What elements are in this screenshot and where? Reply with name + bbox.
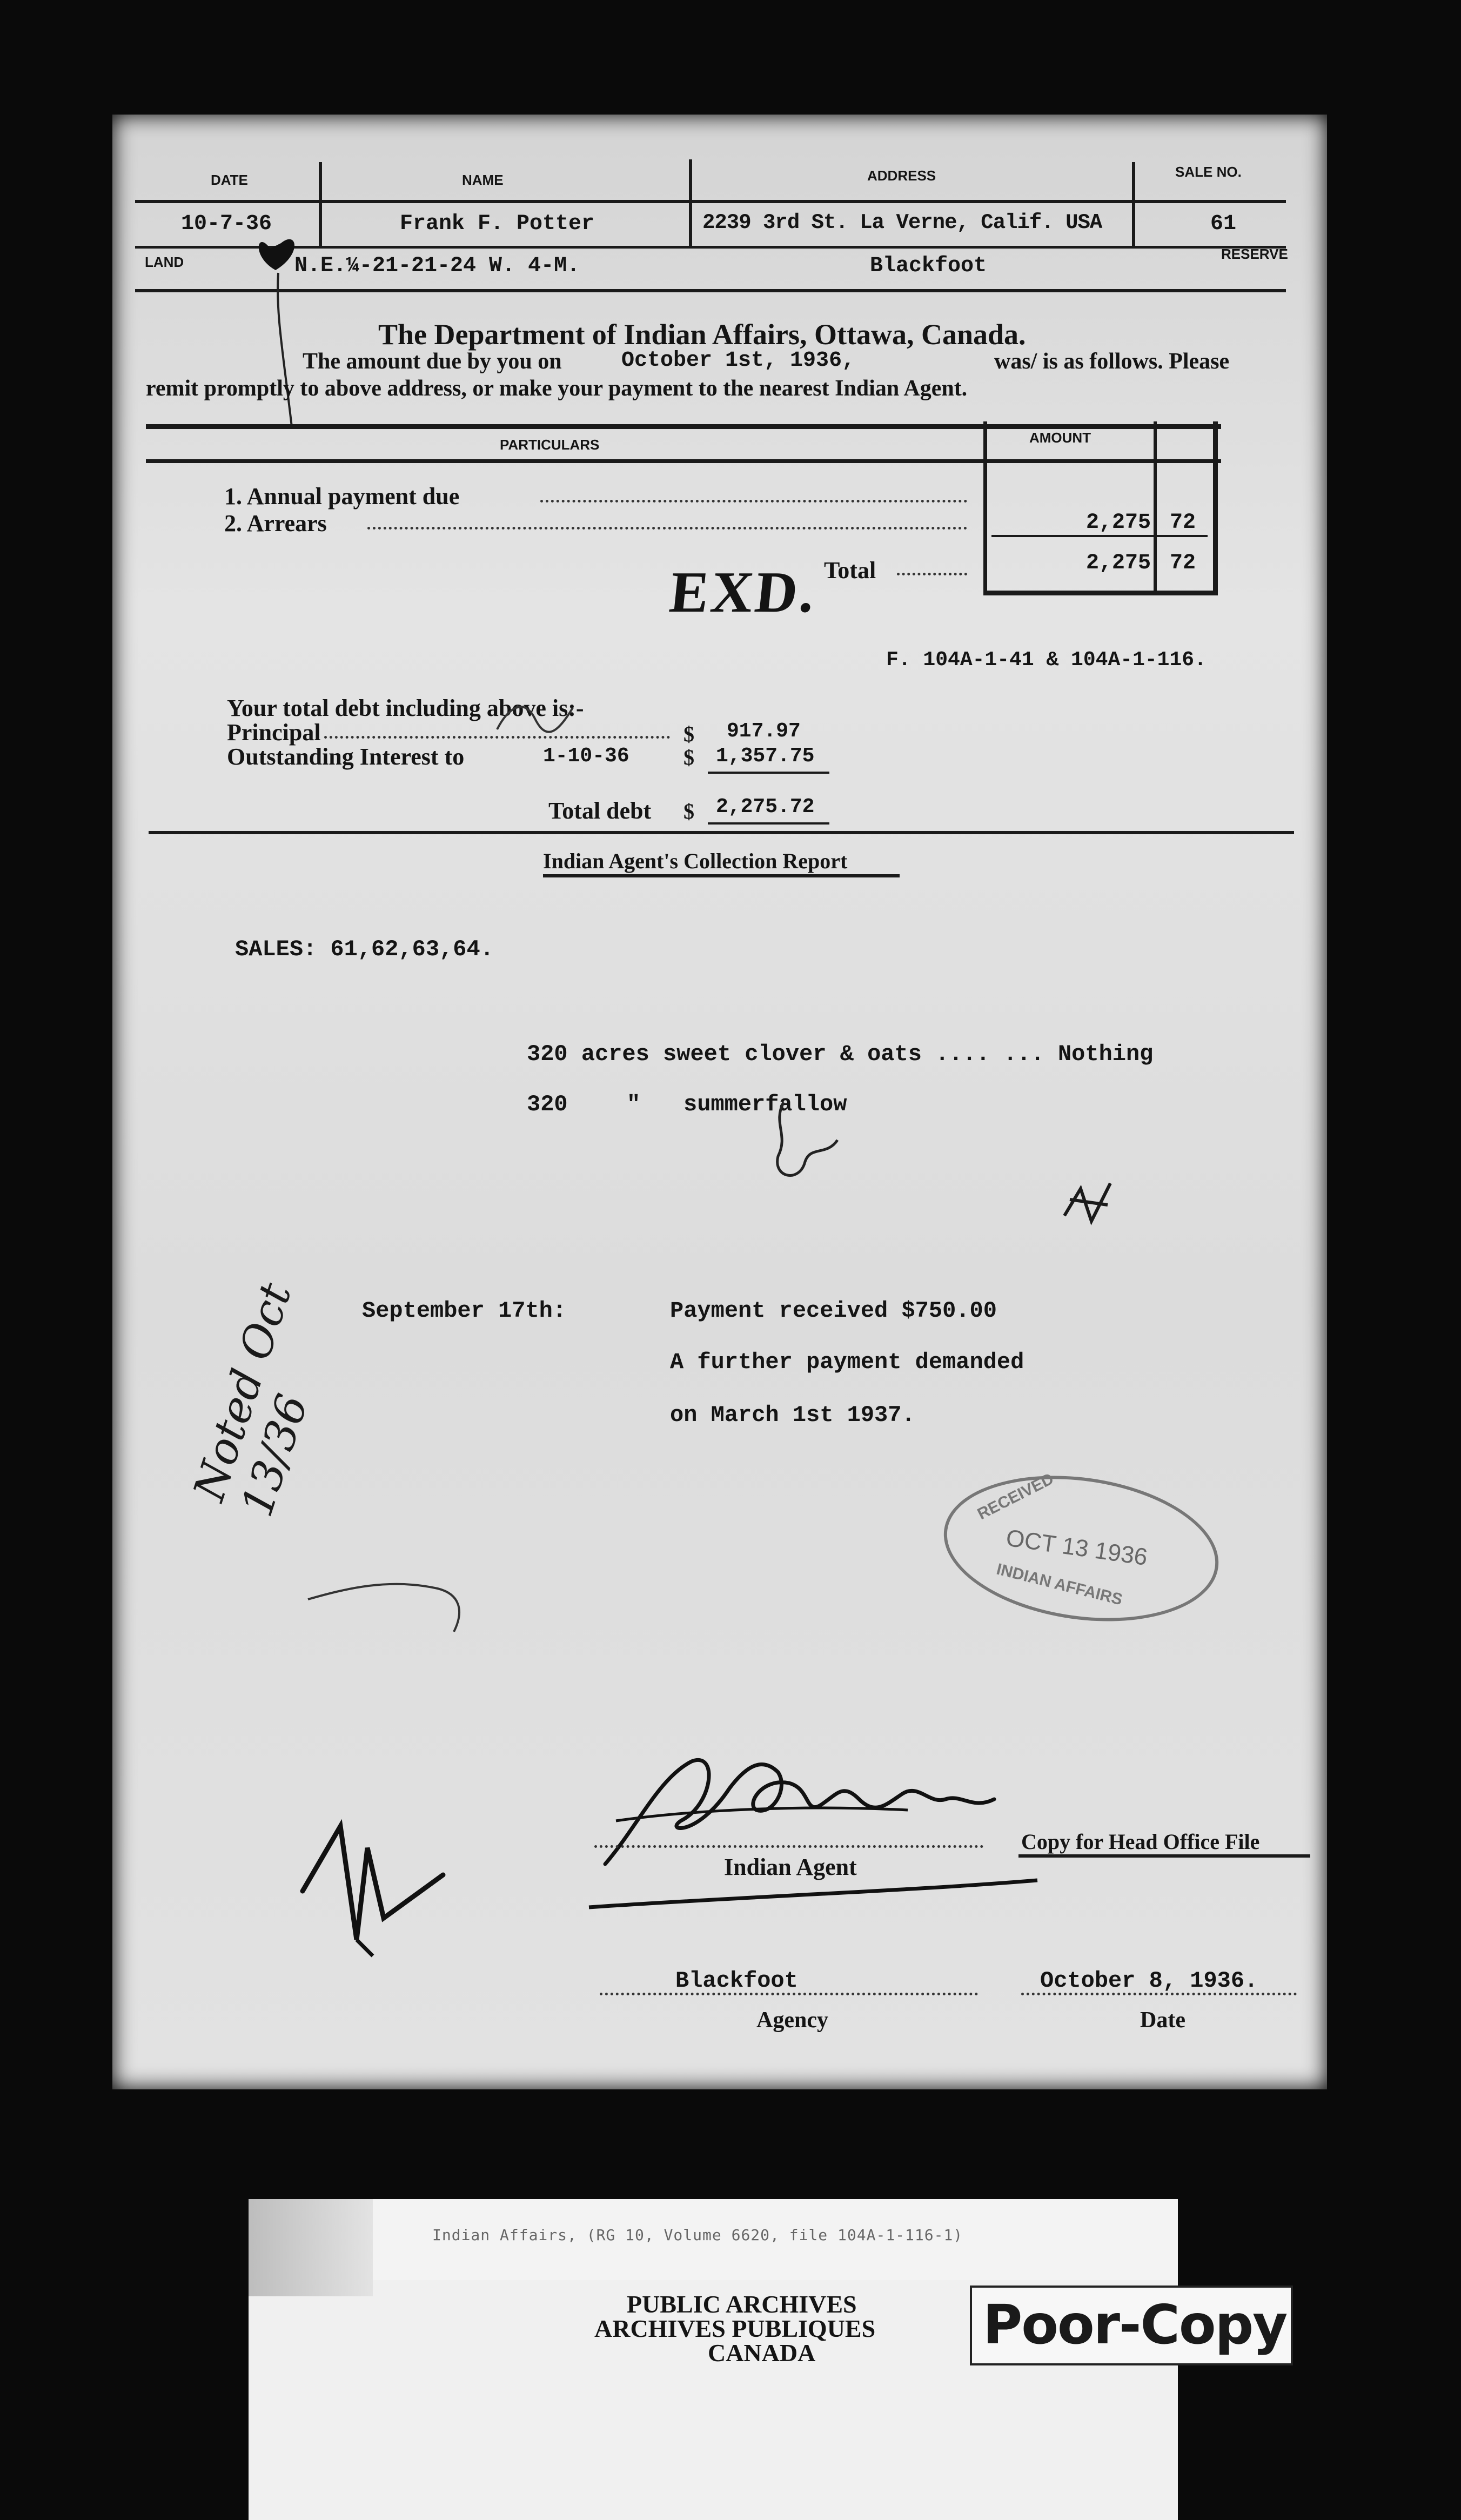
land-label: LAND [145, 254, 184, 270]
total-debt-label: Total debt [548, 797, 652, 824]
total-leader [897, 573, 967, 575]
agent-signature [584, 1729, 1043, 1913]
arrears-cents: 72 [1170, 511, 1196, 535]
total-debt-dollar: $ [683, 799, 694, 823]
particulars-item-2: 2. Arrears [224, 510, 327, 537]
sale-no-label: SALE NO. [1175, 164, 1242, 180]
particulars-item-1: 1. Annual payment due [224, 483, 460, 510]
name-label: NAME [462, 172, 504, 188]
file-reference: F. 104A-1-41 & 104A-1-116. [886, 648, 1207, 672]
date-value: 10-7-36 [181, 212, 272, 236]
crop-line-2-text: summerfallow [683, 1091, 847, 1117]
reserve-label: RESERVE [1221, 246, 1288, 262]
pen-mark [486, 675, 584, 751]
total-dollars: 2,275 [1086, 551, 1151, 575]
dept-line1-post: was/ is as follows. Please [994, 349, 1230, 374]
archive-reference: Indian Affairs, (RG 10, Volume 6620, file 104A-1-116-1) [432, 2226, 963, 2244]
dept-line1-date: October 1st, 1936, [621, 348, 855, 373]
copy-underline [1018, 1854, 1310, 1858]
principal-label: Principal [227, 719, 321, 746]
copy-for-head-office: Copy for Head Office File [1021, 1829, 1260, 1854]
interest-dollar: $ [683, 745, 694, 769]
address-label: ADDRESS [867, 167, 936, 184]
payment-line-2: A further payment demanded [670, 1349, 1024, 1375]
crop-line-2-acres: 320 [527, 1091, 568, 1117]
hand-mark-crop [756, 1091, 864, 1199]
date-label: DATE [211, 172, 248, 188]
interest-label: Outstanding Interest to [227, 743, 465, 770]
item1-leader [540, 500, 967, 502]
noted-underline [303, 1567, 486, 1643]
payment-line-1: Payment received $750.00 [670, 1298, 997, 1324]
dept-line1-pre: The amount due by you on [303, 349, 562, 374]
received-stamp-top: RECEIVED [974, 1470, 1057, 1524]
sale-no-value: 61 [1210, 212, 1237, 236]
date-line [1021, 1993, 1297, 1995]
report-heading-underline [543, 874, 900, 877]
total-label: Total [824, 557, 876, 584]
amount-rule-bottom [983, 591, 1218, 595]
hand-mark-m [292, 1815, 454, 1978]
item2-leader [367, 527, 967, 530]
dept-line2: remit promptly to above address, or make your payment to the nearest Indian Agent. [146, 376, 968, 401]
received-stamp-bottom: INDIAN AFFAIRS [994, 1560, 1124, 1609]
agency-line [600, 1993, 978, 1995]
handwritten-noted: Noted Oct 13/36 [184, 1277, 318, 1523]
address-value: 2239 3rd St. La Verne, Calif. USA [702, 211, 1102, 234]
september-label: September 17th: [362, 1298, 567, 1324]
amount-col-cents [1154, 421, 1157, 594]
total-debt-underline [708, 822, 829, 825]
poor-copy-text: Poor-Copy [983, 2293, 1287, 2356]
particulars-rule-top [146, 424, 1221, 429]
interest-underline [708, 772, 829, 774]
archive-line-2: ARCHIVES PUBLIQUES [594, 2315, 876, 2342]
total-debt-value: 2,275.72 [716, 795, 815, 819]
particulars-heading: PARTICULARS [500, 437, 600, 453]
dept-title: The Department of Indian Affairs, Ottawa, Canada. [378, 318, 1026, 351]
reserve-value: Blackfoot [870, 254, 987, 278]
amount-col-left [983, 421, 987, 594]
interest-value: 1,357.75 [716, 745, 815, 768]
received-stamp-date: OCT 13 1936 [1004, 1524, 1149, 1571]
sales-line: SALES: 61,62,63,64. [235, 936, 494, 962]
crop-line-1: 320 acres sweet clover & oats .... ... Nothing [527, 1041, 1154, 1067]
report-heading: Indian Agent's Collection Report [543, 849, 848, 873]
principal-dollar: $ [683, 722, 694, 746]
amount-rule-total [991, 535, 1208, 537]
interest-date: 1-10-36 [543, 745, 629, 768]
signature-dotted-line [594, 1845, 983, 1848]
payment-line-3: on March 1st 1937. [670, 1402, 915, 1428]
exd-stamp: EXD. [666, 560, 820, 625]
date-label-bottom: Date [1140, 2008, 1185, 2033]
ink-mark [254, 227, 313, 432]
land-value: N.E.¼-21-21-24 W. 4-M. [294, 254, 580, 278]
amount-col-right [1213, 421, 1218, 594]
agency-label: Agency [756, 2008, 828, 2033]
header-divider-1 [319, 162, 322, 249]
header-divider-2 [689, 159, 692, 249]
total-cents: 72 [1170, 551, 1196, 575]
poor-copy-label [970, 2286, 1293, 2365]
agency-value: Blackfoot [675, 1968, 798, 1994]
archive-line-1: PUBLIC ARCHIVES [627, 2290, 857, 2318]
archive-line-3: CANADA [708, 2339, 816, 2367]
hand-mark-check [1059, 1178, 1118, 1227]
particulars-rule-head [146, 459, 1221, 463]
name-value: Frank F. Potter [400, 212, 595, 236]
crop-line-2-ditto: " [627, 1091, 641, 1117]
archive-label-shadow [249, 2199, 373, 2296]
header-rule-top [135, 200, 1286, 203]
indian-agent-label: Indian Agent [724, 1854, 857, 1880]
header-divider-3 [1132, 162, 1135, 249]
principal-value: 917.97 [727, 720, 801, 743]
arrears-dollars: 2,275 [1086, 511, 1151, 535]
report-separator [149, 831, 1294, 834]
debt-intro: Your total debt including above is:- [227, 695, 584, 721]
amount-heading: AMOUNT [1029, 430, 1091, 446]
date-value-bottom: October 8, 1936. [1040, 1968, 1258, 1994]
